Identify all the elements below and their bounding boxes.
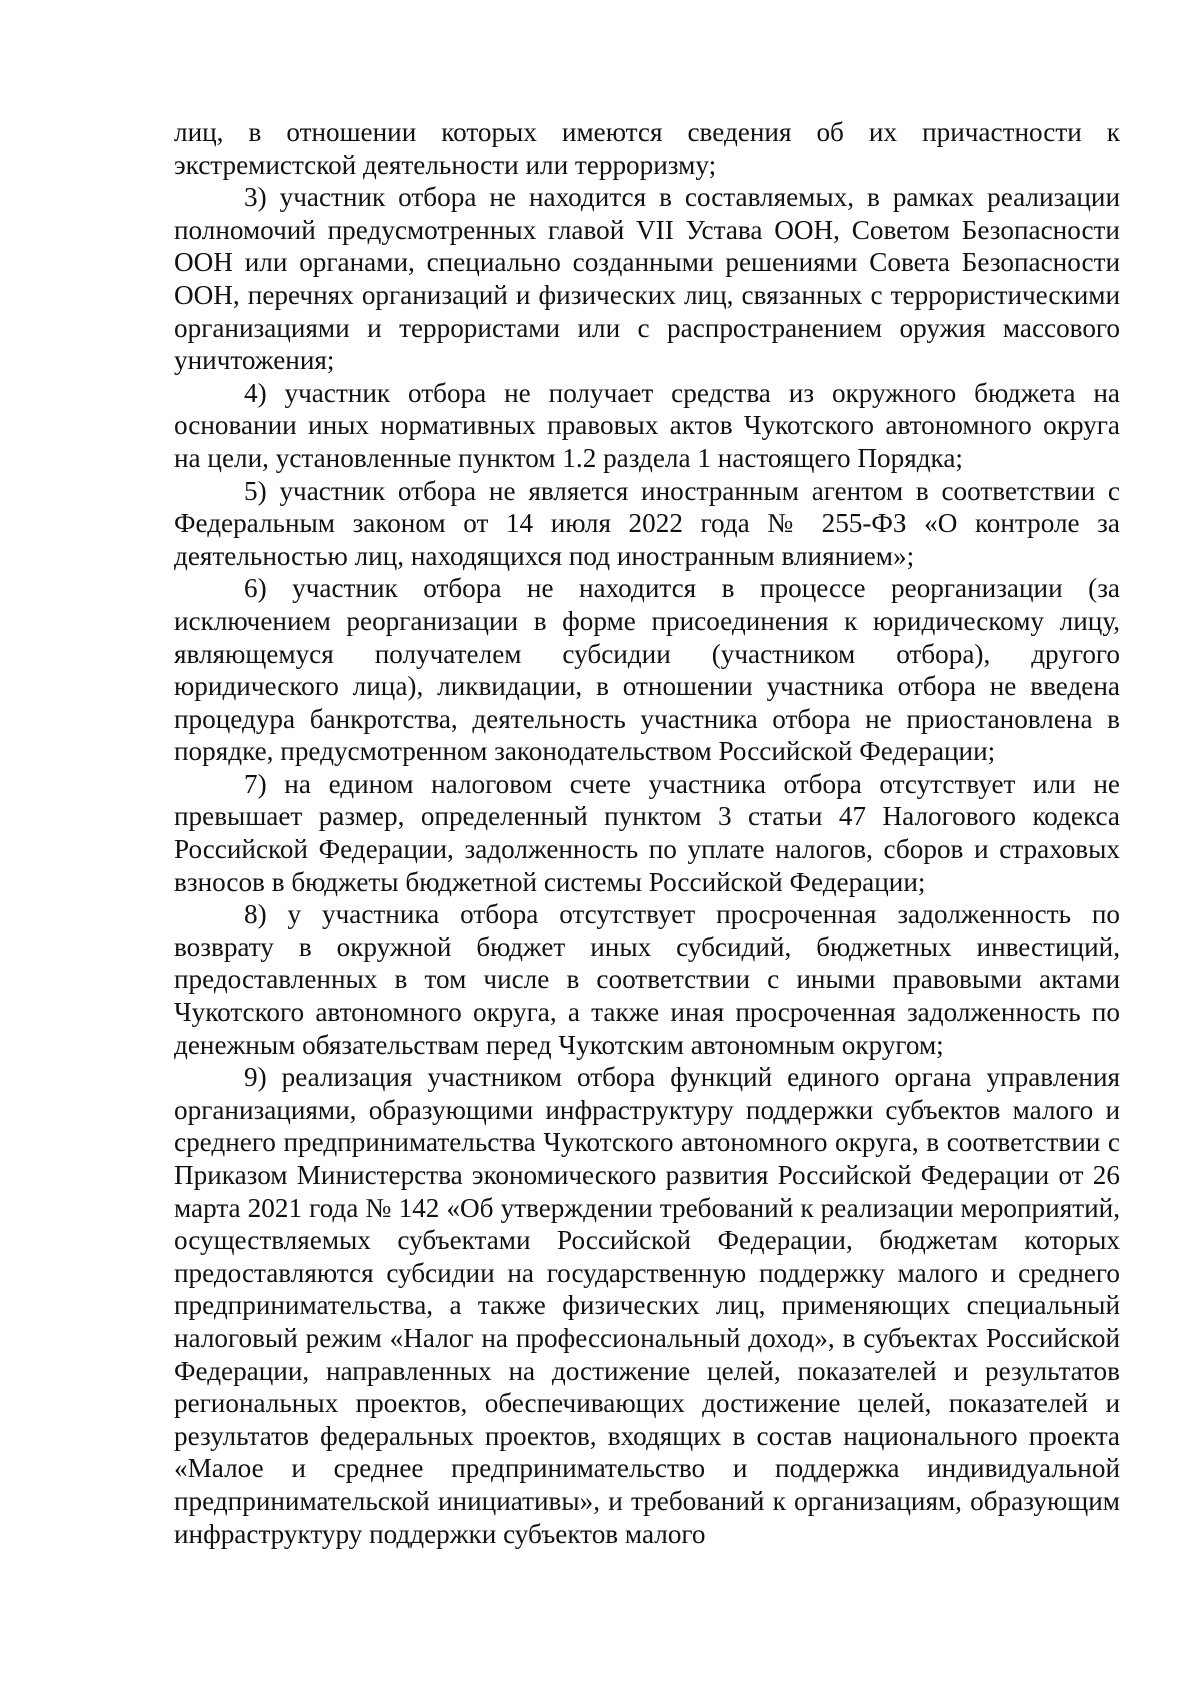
paragraph-item-4: 4) участник отбора не получает средства из окружного бюджета на основании иных нормативных правовых актов Чукотского автономного округа на цели, установленные пунктом 1.2 раздела 1 настоящего Порядка; xyxy=(174,377,1120,473)
paragraph-item-6: 6) участник отбора не находится в процессе реорганизации (за исключением реорганизации в форме присоединения к юридическому лицу, являющемуся получателем субсидии (участником отбора), другого юридического лица), ликвидации, в отношении участника отбора не введена процедура банкротства, деятельность участника отбора не приостановлена в порядке, предусмотренном законодательством Российской Федерации; xyxy=(174,573,1120,767)
paragraph-item-7: 7) на едином налоговом счете участника отбора отсутствует или не превышает размер, определенный пунктом 3 статьи 47 Налогового кодекса Российской Федерации, задолженность по уплате налогов, сборов и страховых взносов в бюджеты бюджетной системы Российской Федерации; xyxy=(174,768,1120,897)
paragraph-item-3: 3) участник отбора не находится в составляемых, в рамках реализации полномочий предусмотренных главой VII Устава ООН, Советом Безопасности ООН или органами, специально созданными решениями Совета Безопасности ООН, перечнях организаций и физических лиц, связанных с террористическими организациями и террористами или с распространением оружия массового уничтожения; xyxy=(174,182,1120,376)
document-page xyxy=(174,116,1120,1550)
paragraph-continuation: лиц, в отношении которых имеются сведения об их причастности к экстремистской деятельности или терроризму; xyxy=(174,117,1120,180)
paragraph-item-9: 9) реализация участником отбора функций единого органа управления организациями, образующими инфраструктуру поддержки субъектов малого и среднего предпринимательства Чукотского автономного округа, в соответствии с Приказом Министерства экономического развития Российской Федерации от 26 марта 2021 года № 142 «Об утверждении требований к реализации мероприятий, осуществляемых субъектами Российской Федерации, бюджетам которых предоставляются субсидии на государственную поддержку малого и среднего предпринимательства, а также физических лиц, применяющих специальный налоговый режим «Налог на профессиональный доход», в субъектах Российской Федерации, направленных на достижение целей, показателей и результатов региональных проектов, обеспечивающих достижение целей, показателей и результатов федеральных проектов, входящих в состав национального проекта «Малое и среднее предпринимательство и поддержка индивидуальной предпринимательской инициативы», и требований к организациям, образующим инфраструктуру поддержки субъектов малого xyxy=(174,1062,1120,1549)
paragraph-item-5: 5) участник отбора не является иностранным агентом в соответствии с Федеральным законом от 14 июля 2022 года № 255-ФЗ «О контроле за деятельностью лиц, находящихся под иностранным влиянием»; xyxy=(174,475,1120,571)
paragraph-item-8: 8) у участника отбора отсутствует просроченная задолженность по возврату в окружной бюджет иных субсидий, бюджетных инвестиций, предоставленных в том числе в соответствии с иными правовыми актами Чукотского автономного округа, а также иная просроченная задолженность по денежным обязательствам перед Чукотским автономным округом; xyxy=(174,899,1120,1060)
